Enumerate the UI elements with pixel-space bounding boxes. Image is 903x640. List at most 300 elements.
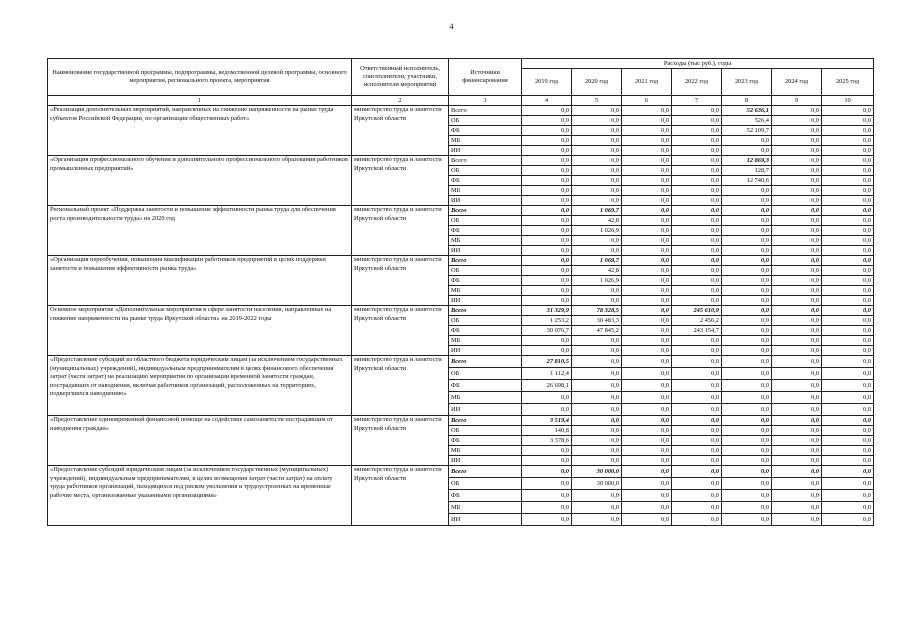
header-year: 2021 год [622,69,672,96]
expense-value: 0,0 [622,286,672,296]
expense-value: 0,0 [672,116,722,126]
expense-value: 0,0 [522,502,572,514]
expense-value: 0,0 [822,346,874,356]
expense-value: 1 112,4 [522,368,572,380]
expense-value: 0,0 [522,116,572,126]
funding-source: МБ [449,446,522,456]
expense-value: 0,0 [722,326,772,336]
expense-value: 0,0 [572,404,622,416]
table-row [48,416,874,426]
expense-value: 0,0 [622,226,672,236]
expense-value: 0,0 [672,392,722,404]
expense-value: 0,0 [522,206,572,216]
expense-value: 12 740,6 [722,176,772,186]
expense-value: 0,0 [772,106,822,116]
column-number: 8 [722,96,772,106]
funding-source: Всего [449,466,522,478]
expense-value: 0,0 [722,380,772,392]
expense-value: 0,0 [672,196,722,206]
expense-value: 0,0 [822,326,874,336]
expense-value: 0,0 [772,246,822,256]
expense-value: 0,0 [522,296,572,306]
expense-value: 0,0 [722,392,772,404]
responsible-executor: министерство труда и занятости Иркутской области [352,206,449,256]
expense-value: 0,0 [522,466,572,478]
expense-value: 0,0 [522,256,572,266]
expense-value: 0,0 [572,426,622,436]
expense-value: 0,0 [772,436,822,446]
column-number: 2 [352,96,449,106]
expense-value: 0,0 [822,404,874,416]
expense-value: 0,0 [622,466,672,478]
expense-value: 0,0 [822,246,874,256]
expense-value: 2 456,2 [672,316,722,326]
expense-value: 0,0 [622,236,672,246]
expense-value: 0,0 [672,266,722,276]
funding-source: МБ [449,186,522,196]
expense-value: 0,0 [572,446,622,456]
expense-value: 0,0 [622,246,672,256]
expense-value: 0,0 [822,316,874,326]
expense-value: 0,0 [572,456,622,466]
expense-value: 0,0 [722,404,772,416]
funding-source: ФБ [449,126,522,136]
expense-value: 0,0 [772,306,822,316]
expense-value: 0,0 [622,426,672,436]
funding-source: ОБ [449,216,522,226]
expense-value: 0,0 [672,456,722,466]
expense-value: 0,0 [622,256,672,266]
column-number: 6 [622,96,672,106]
expense-value: 243 154,7 [672,326,722,336]
expense-value: 0,0 [622,416,672,426]
expense-value: 0,0 [572,186,622,196]
expense-value: 0,0 [672,346,722,356]
expense-value: 0,0 [772,456,822,466]
expense-value: 12 869,3 [722,156,772,166]
responsible-executor: министерство труда и занятости Иркутской области [352,466,449,526]
column-number: 5 [572,96,622,106]
header-row-1 [48,59,874,69]
funding-source: ИИ [449,514,522,526]
expense-value: 0,0 [772,206,822,216]
expense-value: 0,0 [572,166,622,176]
expense-value: 0,0 [572,514,622,526]
expense-value: 0,0 [772,126,822,136]
funding-source: Всего [449,206,522,216]
expense-value: 0,0 [622,126,672,136]
expense-value: 0,0 [722,356,772,368]
expense-value: 0,0 [572,490,622,502]
expense-value: 0,0 [672,276,722,286]
expense-value: 3 519,4 [522,416,572,426]
header-expenses: Расходы (тыс руб.), годы [522,59,874,69]
expense-value: 0,0 [572,356,622,368]
expense-value: 0,0 [722,336,772,346]
expense-value: 0,0 [772,514,822,526]
expense-value: 0,0 [722,306,772,316]
expense-value: 0,0 [822,226,874,236]
expense-value: 0,0 [622,306,672,316]
expense-value: 0,0 [822,196,874,206]
expense-value: 0,0 [572,368,622,380]
expense-value: 0,0 [622,296,672,306]
expense-value: 47 845,2 [572,326,622,336]
measure-name: «Предоставление субсидий юридическим лицам (за исключением государственных (муниципальных) учреждений), индивидуальным предпринимателям, в целях возмещения затрат (части затрат) на оплату труда работников организаций, находящихся под риском увольнения и трудоустроенных на временные рабочие места, организованные указанными организациями» [48,466,352,526]
expense-value: 0,0 [622,196,672,206]
header-year: 2024 год [772,69,822,96]
expense-value: 0,0 [622,346,672,356]
header-year: 2019 год [522,69,572,96]
header-year: 2023 год [722,69,772,96]
expense-value: 0,0 [622,316,672,326]
funding-source: ОБ [449,426,522,436]
expense-value: 0,0 [822,276,874,286]
funding-source: ОБ [449,266,522,276]
expense-value: 0,0 [572,116,622,126]
expense-value: 0,0 [622,216,672,226]
expense-value: 0,0 [822,116,874,126]
expense-value: 0,0 [722,266,772,276]
column-number-row [48,96,874,106]
expense-value: 0,0 [572,336,622,346]
funding-source: ФБ [449,276,522,286]
funding-source: ФБ [449,326,522,336]
expense-value: 0,0 [622,176,672,186]
expense-value: 0,0 [522,286,572,296]
expense-value: 0,0 [822,490,874,502]
expense-value: 0,0 [772,156,822,166]
expense-value: 0,0 [672,166,722,176]
expense-value: 0,0 [572,106,622,116]
expense-value: 1 069,7 [572,256,622,266]
expense-value: 0,0 [772,256,822,266]
expense-value: 0,0 [572,246,622,256]
expense-value: 0,0 [772,236,822,246]
column-number: 4 [522,96,572,106]
page-number: 4 [449,22,454,31]
funding-source: МБ [449,502,522,514]
expense-value: 0,0 [772,478,822,490]
expense-value: 0,0 [672,206,722,216]
funding-source: ФБ [449,380,522,392]
table-row [48,156,874,166]
expense-value: 0,0 [522,156,572,166]
expense-value: 0,0 [672,126,722,136]
expense-value: 27 810,5 [522,356,572,368]
funding-source: МБ [449,392,522,404]
expense-value: 30 000,0 [572,478,622,490]
expense-value: 0,0 [722,236,772,246]
expense-value: 0,0 [822,436,874,446]
expense-value: 0,0 [822,306,874,316]
expense-value: 0,0 [672,236,722,246]
expense-value: 0,0 [772,116,822,126]
expense-value: 0,0 [522,446,572,456]
funding-source: ИИ [449,246,522,256]
expense-value: 30 076,7 [522,326,572,336]
expense-value: 0,0 [672,146,722,156]
expense-value: 0,0 [522,146,572,156]
responsible-executor: министерство труда и занятости Иркутской области [352,416,449,466]
expense-value: 1 026,9 [572,226,622,236]
column-number: 1 [48,96,352,106]
expense-value: 0,0 [772,166,822,176]
expense-value: 1 253,2 [522,316,572,326]
expense-value: 0,0 [722,346,772,356]
expense-value: 0,0 [822,466,874,478]
expense-value: 0,0 [572,286,622,296]
expense-value: 0,0 [772,336,822,346]
expense-value: 0,0 [522,276,572,286]
expense-value: 0,0 [772,346,822,356]
expense-value: 0,0 [822,502,874,514]
expense-value: 0,0 [622,514,672,526]
expense-value: 52 636,1 [722,106,772,116]
funding-source: МБ [449,336,522,346]
expense-value: 0,0 [672,246,722,256]
expense-value: 0,0 [572,392,622,404]
expense-value: 42,8 [572,266,622,276]
expense-value: 0,0 [672,502,722,514]
expense-value: 78 328,5 [572,306,622,316]
expense-value: 0,0 [672,106,722,116]
expense-value: 0,0 [672,256,722,266]
expense-value: 0,0 [672,514,722,526]
expense-value: 0,0 [672,136,722,146]
expense-value: 0,0 [722,456,772,466]
expense-value: 0,0 [622,146,672,156]
expense-value: 0,0 [522,246,572,256]
expense-value: 0,0 [572,236,622,246]
header-sources: Источники финансирования [449,59,522,96]
expense-value: 0,0 [522,478,572,490]
expense-value: 0,0 [522,186,572,196]
expense-value: 0,0 [672,296,722,306]
table-row [48,306,874,316]
expense-value: 0,0 [672,186,722,196]
column-number: 3 [449,96,522,106]
header-responsible: Ответственный исполнитель, соисполнители, участники, исполнители мероприятий [352,59,449,96]
funding-source: ФБ [449,436,522,446]
expense-value: 0,0 [722,446,772,456]
expense-value: 0,0 [522,336,572,346]
expense-value: 0,0 [822,296,874,306]
measure-name: «Реализация дополнительных мероприятий, направленных на снижение напряженности на рынке труда субъектов Российской Федерации, по организации общественных работ» [48,106,352,156]
expense-value: 0,0 [722,502,772,514]
expense-value: 0,0 [722,226,772,236]
table-row [48,356,874,368]
expense-value: 0,0 [722,136,772,146]
expense-value: 0,0 [522,126,572,136]
funding-source: Всего [449,306,522,316]
funding-source: ИИ [449,196,522,206]
header-name: Наименование государственной программы, подпрограммы, ведомственной целевой программы, основного мероприятия, регионального проекта, мероприятия [48,59,352,96]
expense-value: 0,0 [822,216,874,226]
expense-value: 0,0 [672,336,722,346]
expense-value: 0,0 [722,466,772,478]
expense-value: 1 026,9 [572,276,622,286]
funding-source: Всего [449,156,522,166]
funding-source: Всего [449,416,522,426]
funding-source: Всего [449,356,522,368]
expense-value: 0,0 [722,316,772,326]
funding-source: ИИ [449,404,522,416]
expense-value: 0,0 [522,514,572,526]
expense-value: 0,0 [722,186,772,196]
expense-value: 0,0 [572,502,622,514]
measure-name: «Организация профессионального обучения и дополнительного профессионального образования работников промышленных предприятий» [48,156,352,206]
expense-value: 0,0 [722,286,772,296]
expense-value: 0,0 [822,206,874,216]
responsible-executor: министерство труда и занятости Иркутской области [352,106,449,156]
expense-value: 0,0 [722,478,772,490]
column-number: 7 [672,96,722,106]
expense-value: 0,0 [522,392,572,404]
expense-value: 0,0 [522,346,572,356]
expense-value: 0,0 [772,316,822,326]
expense-value: 0,0 [822,356,874,368]
expense-value: 0,0 [722,256,772,266]
expense-value: 0,0 [722,296,772,306]
expense-value: 0,0 [722,514,772,526]
expense-value: 0,0 [822,156,874,166]
expense-value: 0,0 [522,226,572,236]
expense-value: 0,0 [772,326,822,336]
expense-value: 0,0 [772,446,822,456]
expense-value: 0,0 [522,166,572,176]
expense-value: 0,0 [722,246,772,256]
funding-source: ОБ [449,478,522,490]
funding-source: Всего [449,106,522,116]
expense-value: 0,0 [622,106,672,116]
expense-value: 0,0 [672,490,722,502]
expense-value: 0,0 [772,356,822,368]
expense-value: 0,0 [522,106,572,116]
expense-value: 0,0 [572,156,622,166]
table-row [48,206,874,216]
expense-value: 0,0 [622,166,672,176]
expense-value: 0,0 [772,226,822,236]
funding-source: Всего [449,256,522,266]
measure-name: Региональный проект «Поддержка занятости и повышение эффективности рынка труда для обеспечения роста производительности труда» на 2020 год [48,206,352,256]
header-year: 2025 год [822,69,874,96]
expense-value: 0,0 [522,266,572,276]
expense-value: 0,0 [622,326,672,336]
column-number: 10 [822,96,874,106]
expense-value: 0,0 [622,116,672,126]
expense-value: 0,0 [672,446,722,456]
expense-value: 0,0 [722,416,772,426]
expense-value: 0,0 [622,136,672,146]
expense-value: 31 329,9 [522,306,572,316]
header-year: 2020 год [572,69,622,96]
expense-value: 0,0 [572,296,622,306]
expense-value: 0,0 [672,404,722,416]
expense-value: 0,0 [522,404,572,416]
expense-value: 0,0 [622,502,672,514]
expense-value: 30 000,0 [572,466,622,478]
expense-value: 0,0 [772,490,822,502]
table-row [48,256,874,266]
expense-value: 0,0 [822,166,874,176]
responsible-executor: министерство труда и занятости Иркутской области [352,256,449,306]
expense-value: 0,0 [722,146,772,156]
expense-value: 0,0 [672,466,722,478]
expense-value: 0,0 [822,336,874,346]
expense-value: 0,0 [622,478,672,490]
header-year: 2022 год [672,69,722,96]
expense-value: 0,0 [672,226,722,236]
expense-value: 0,0 [772,146,822,156]
measure-name: «Организация переобучения, повышения квалификации работников предприятий в целях поддержки занятости и повышения эффективности рынка труда» [48,256,352,306]
expense-value: 0,0 [772,502,822,514]
expense-value: 0,0 [822,136,874,146]
expense-value: 0,0 [672,436,722,446]
expense-value: 0,0 [572,176,622,186]
expense-value: 0,0 [522,176,572,186]
expense-value: 0,0 [822,426,874,436]
expense-value: 52 109,7 [722,126,772,136]
expense-value: 0,0 [572,136,622,146]
expense-value: 0,0 [772,368,822,380]
expense-value: 0,0 [722,206,772,216]
expense-value: 0,0 [522,136,572,146]
funding-source: ОБ [449,116,522,126]
measure-name: «Предоставление субсидий из областного бюджета юридическим лицам (за исключением государственных (муниципальных) учреждений), индивидуальным предпринимателям в целях финансового обеспечения затрат (части затрат) на реализацию мероприятия по организации временной занятости граждан, пострадавших от наводнения, включая работников организаций, расположенных на территориях, подвергшихся наводнению» [48,356,352,416]
expense-value: 0,0 [822,256,874,266]
expense-value: 42,8 [572,216,622,226]
expense-value: 0,0 [572,126,622,136]
expense-value: 0,0 [522,196,572,206]
funding-source: ИИ [449,456,522,466]
funding-source: МБ [449,236,522,246]
expense-value: 245 610,9 [672,306,722,316]
expense-value: 0,0 [722,368,772,380]
expense-value: 0,0 [772,380,822,392]
funding-source: ОБ [449,316,522,326]
expense-value: 0,0 [572,416,622,426]
expense-value: 0,0 [772,266,822,276]
expense-value: 0,0 [572,196,622,206]
expense-value: 0,0 [772,466,822,478]
expense-value: 0,0 [772,426,822,436]
measure-name: «Предоставление единовременной финансовой помощи на содействие самозанятости пострадавшим от наводнения граждан» [48,416,352,466]
funding-source: ОБ [449,368,522,380]
funding-source: ОБ [449,166,522,176]
funding-source: ИИ [449,346,522,356]
responsible-executor: министерство труда и занятости Иркутской области [352,356,449,416]
expense-value: 0,0 [822,456,874,466]
expense-value: 0,0 [772,176,822,186]
expense-value: 0,0 [622,446,672,456]
expense-value: 0,0 [822,266,874,276]
expense-value: 0,0 [822,176,874,186]
expense-value: 0,0 [622,276,672,286]
expenses-table [47,58,874,526]
expense-value: 0,0 [822,106,874,116]
expense-value: 0,0 [522,216,572,226]
expense-value: 0,0 [622,368,672,380]
funding-source: МБ [449,136,522,146]
expense-value: 0,0 [622,336,672,346]
expense-value: 0,0 [622,404,672,416]
expense-value: 0,0 [672,176,722,186]
expense-value: 0,0 [772,276,822,286]
responsible-executor: министерство труда и занятости Иркутской области [352,306,449,356]
expense-value: 0,0 [622,266,672,276]
column-number: 9 [772,96,822,106]
